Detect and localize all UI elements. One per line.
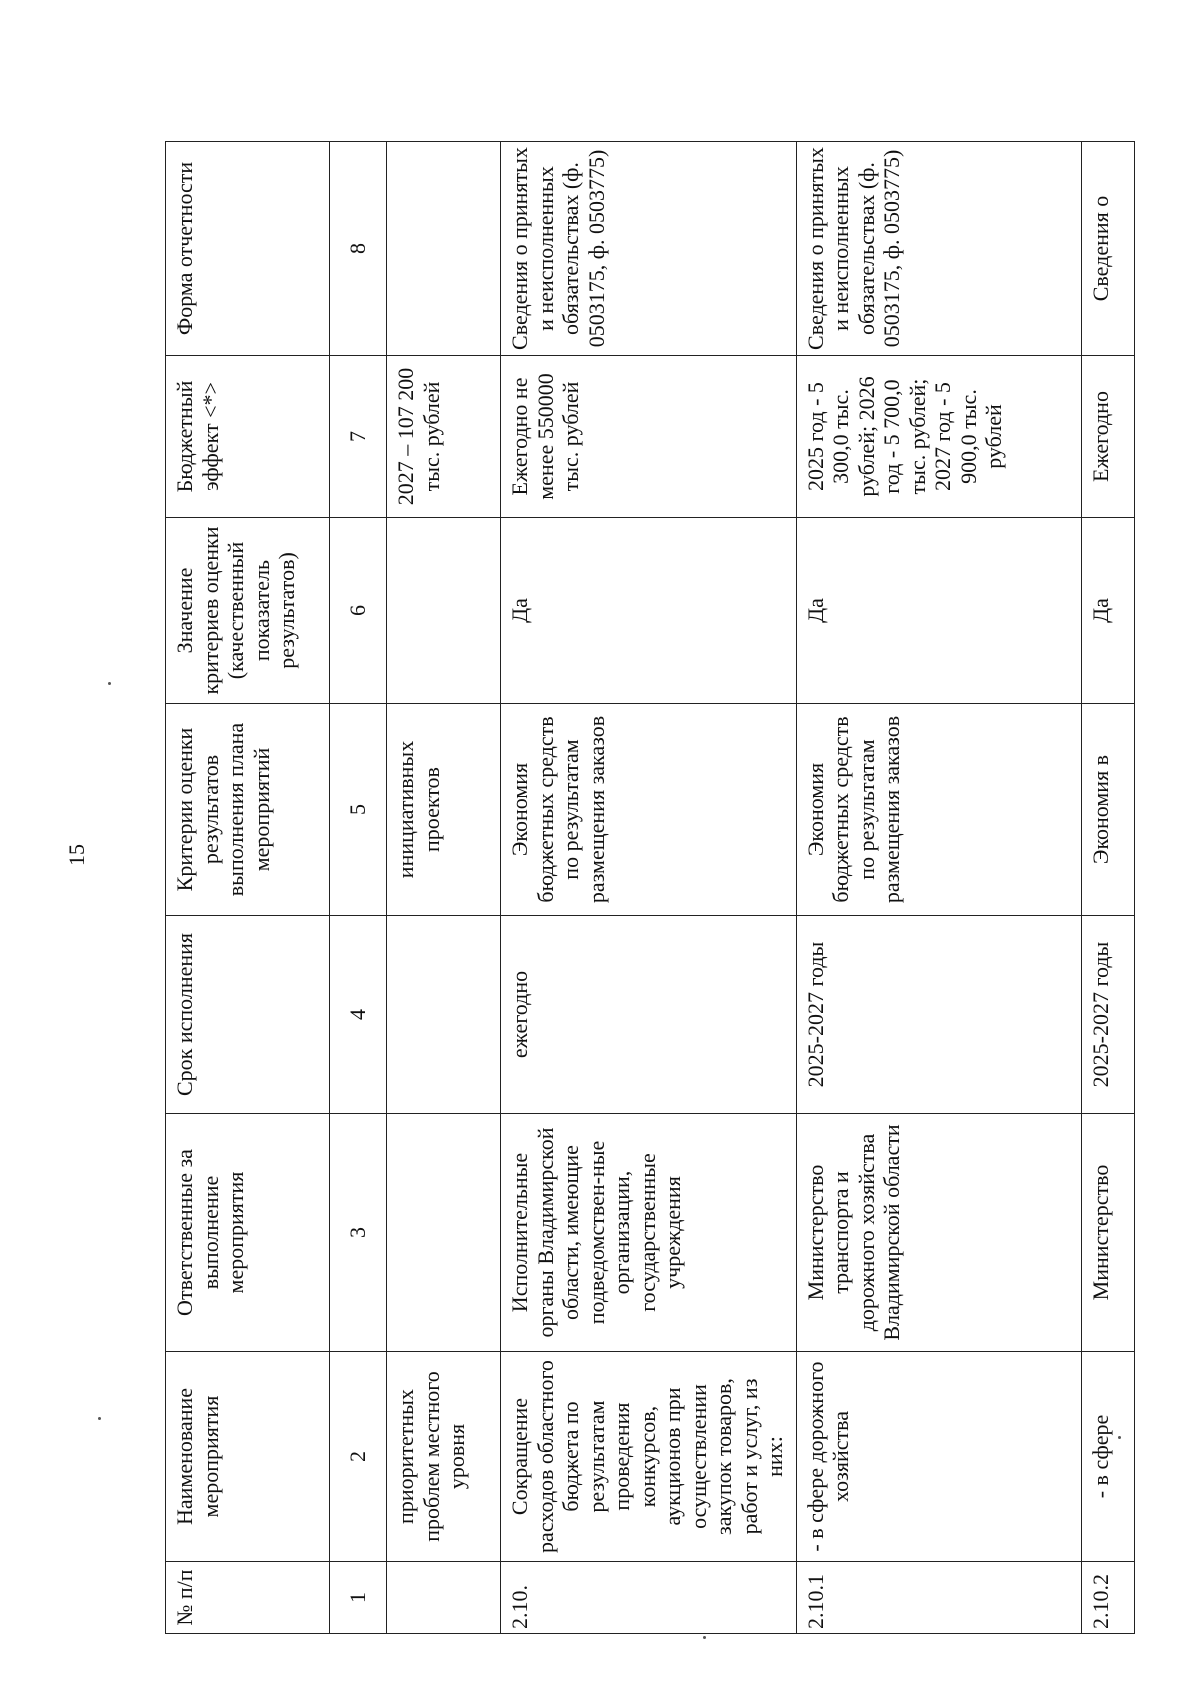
row-criteria: инициативных проектов [387, 704, 501, 916]
row-name: - в сфере дорожного хозяйства [796, 1352, 1081, 1562]
row-report: Сведения о [1081, 142, 1134, 356]
row-value: Да [796, 518, 1081, 704]
table-row [1081, 142, 1134, 1634]
row-criteria: Экономия бюджетных средств по результатам размещения заказов [501, 704, 797, 916]
rotated-table-container [165, 142, 1135, 1634]
row-value: Да [1081, 518, 1134, 704]
row-report: Сведения о принятых и неисполненных обязательствах (ф. 0503175, ф. 0503775) [796, 142, 1081, 356]
header-value: Значение критериев оценки (качественный показатель результатов) [166, 518, 330, 704]
row-responsible [387, 1114, 501, 1352]
row-responsible: Министерство [1081, 1114, 1134, 1352]
measures-table [165, 141, 1135, 1634]
row-value [387, 518, 501, 704]
table-row [387, 142, 501, 1634]
row-num: 2.10. [501, 1562, 797, 1634]
row-effect: Ежегодно не менее 550000 тыс. рублей [501, 356, 797, 518]
column-number: 3 [330, 1114, 387, 1352]
table-row [501, 142, 797, 1634]
column-number: 8 [330, 142, 387, 356]
row-value: Да [501, 518, 797, 704]
header-row [166, 142, 330, 1634]
header-deadline: Срок исполнения [166, 916, 330, 1114]
column-number-row [330, 142, 387, 1634]
header-name: Наименование мероприятия [166, 1352, 330, 1562]
row-num: 2.10.2 [1081, 1562, 1134, 1634]
row-deadline: 2025-2027 годы [796, 916, 1081, 1114]
header-report: Форма отчетности [166, 142, 330, 356]
column-number: 1 [330, 1562, 387, 1634]
row-responsible: Исполнительные органы Владимирской области, имеющие подведомствен-ные организации, государственные учреждения [501, 1114, 797, 1352]
scan-speck [703, 1636, 706, 1639]
scan-speck [98, 1417, 101, 1420]
column-number: 6 [330, 518, 387, 704]
row-name: приоритетных проблем местного уровня [387, 1352, 501, 1562]
column-number: 5 [330, 704, 387, 916]
row-criteria: Экономия в [1081, 704, 1134, 916]
column-number: 7 [330, 356, 387, 518]
column-number: 2 [330, 1352, 387, 1562]
header-responsible: Ответственные за выполнение мероприятия [166, 1114, 330, 1352]
row-deadline [387, 916, 501, 1114]
row-report: Сведения о принятых и неисполненных обязательствах (ф. 0503175, ф. 0503775) [501, 142, 797, 356]
column-number: 4 [330, 916, 387, 1114]
header-num: № п/п [166, 1562, 330, 1634]
row-report [387, 142, 501, 356]
row-name: - в сфере [1081, 1352, 1134, 1562]
header-criteria: Критерии оценки результатов выполнения плана мероприятий [166, 704, 330, 916]
row-num: 2.10.1 [796, 1562, 1081, 1634]
scan-speck [108, 682, 111, 685]
row-num [387, 1562, 501, 1634]
row-effect: 2025 год - 5 300,0 тыс. рублей; 2026 год - 5 700,0 тыс. рублей; 2027 год - 5 900,0 тыс. рублей [796, 356, 1081, 518]
row-deadline: ежегодно [501, 916, 797, 1114]
row-deadline: 2025-2027 годы [1081, 916, 1134, 1114]
row-effect: 2027 – 107 200 тыс. рублей [387, 356, 501, 518]
row-criteria: Экономия бюджетных средств по результатам размещения заказов [796, 704, 1081, 916]
table-row [796, 142, 1081, 1634]
page-number: 15 [64, 844, 89, 866]
header-effect: Бюджетный эффект <*> [166, 356, 330, 518]
row-responsible: Министерство транспорта и дорожного хозяйства Владимирской области [796, 1114, 1081, 1352]
row-name: Сокращение расходов областного бюджета по результатам проведения конкурсов, аукционов при осуществлении закупок товаров, работ и услуг, из них: [501, 1352, 797, 1562]
row-effect: Ежегодно [1081, 356, 1134, 518]
